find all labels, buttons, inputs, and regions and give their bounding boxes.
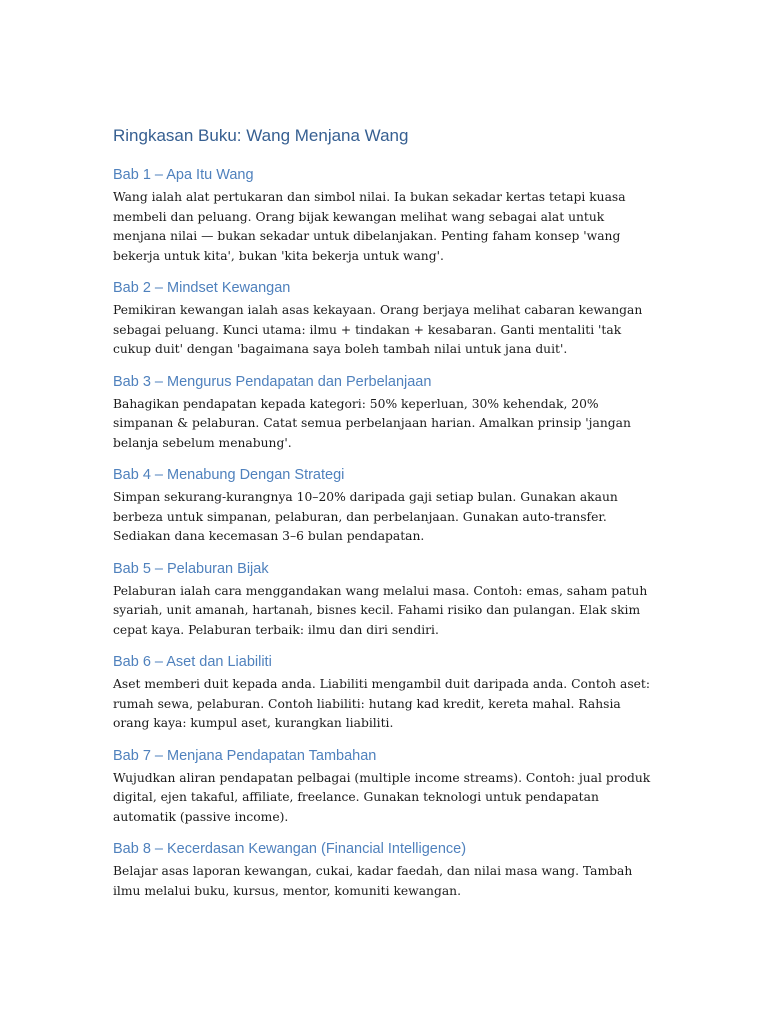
chapter-body: Belajar asas laporan kewangan, cukai, kadar faedah, dan nilai masa wang. Tambah ilmu melalui buku, kursus, mentor, komuniti kewangan. [113,864,633,898]
chapter-body: Pelaburan ialah cara menggandakan wang melalui masa. Contoh: emas, saham patuh syariah, unit amanah, hartanah, bisnes kecil. Fahami risiko dan pulangan. Elak skim cepat kaya. Pelaburan terbaik: ilmu dan diri sendiri. [113,583,648,637]
chapter-body: Pemikiran kewangan ialah asas kekayaan. Orang berjaya melihat cabaran kewangan sebagai peluang. Kunci utama: ilmu + tindakan + kesabaran. Ganti mentaliti 'tak cukup duit' dengan 'bagaimana saya boleh tambah nilai untuk jana duit'. [113,303,643,356]
chapter-heading: Bab 8 – Kecerdasan Kewangan (Financial Intelligence) [113,841,467,857]
chapter-heading: Bab 7 – Menjana Pendapatan Tambahan [113,747,377,764]
document-page [113,124,653,913]
chapter-heading: Bab 6 – Aset dan Liabiliti [113,654,272,670]
chapter-heading: Bab 5 – Pelaburan Bijak [113,560,269,577]
chapter-section [113,652,653,734]
chapter-body: Simpan sekurang-kurangnya 10–20% daripada gaji setiap bulan. Gunakan akaun berbeza untuk simpanan, pelaburan, dan perbelanjaan. Gunakan auto-transfer. Sediakan dana kecemasan 3–6 bulan pendapatan. [113,490,618,543]
chapter-body: Bahagikan pendapatan kepada kategori: 50% keperluan, 30% kehendak, 20% simpanan & pelaburan. Catat semua perbelanjaan harian. Amalkan prinsip 'jangan belanja sebelum menabung'. [113,396,631,450]
document-title: Ringkasan Buku: Wang Menjana Wang [113,126,409,145]
chapter-section [113,372,653,454]
chapter-section [113,278,653,360]
chapter-body: Wang ialah alat pertukaran dan simbol nilai. Ia bukan sekadar kertas tetapi kuasa membeli dan peluang. Orang bijak kewangan melihat wang sebagai alat untuk menjana nilai — bukan sekadar untuk dibelanjakan. Penting faham konsep 'wang bekerja untuk kita', bukan 'kita bekerja untuk wang'. [113,190,626,263]
chapter-heading: Bab 4 – Menabung Dengan Strategi [113,467,345,483]
chapter-body: Wujudkan aliran pendapatan pelbagai (multiple income streams). Contoh: jual produk digital, ejen takaful, affiliate, freelance. Gunakan teknologi untuk pendapatan automatik (passive income). [113,770,651,824]
chapter-section [113,165,653,266]
chapter-heading: Bab 3 – Mengurus Pendapatan dan Perbelanjaan [113,373,432,390]
chapter-heading: Bab 2 – Mindset Kewangan [113,280,291,296]
chapter-heading: Bab 1 – Apa Itu Wang [113,167,254,183]
chapter-body: Aset memberi duit kepada anda. Liabiliti mengambil duit daripada anda. Contoh aset: rumah sewa, pelaburan. Contoh liabiliti: hutang kad kredit, kereta mahal. Rahsia orang kaya: kumpul aset, kurangkan liabiliti. [113,677,651,730]
chapter-section [113,465,653,547]
chapter-section [113,746,653,828]
chapter-section [113,559,653,641]
chapter-section [113,839,653,901]
